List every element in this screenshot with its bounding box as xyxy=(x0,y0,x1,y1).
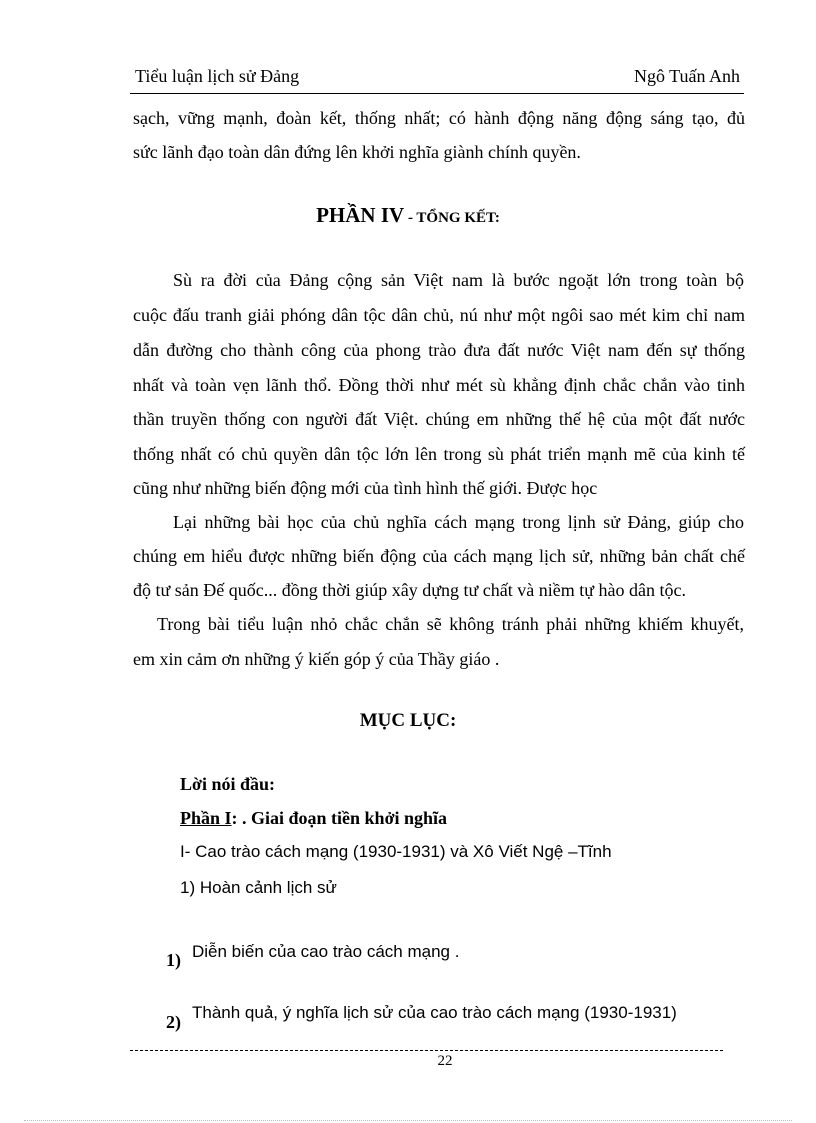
para1-line-6: thống nhất có chủ quyền dân tộc lớn lên trong sù phát triển mạnh mẽ của kinh tế xyxy=(133,444,745,464)
toc-item-3: Thành quả, ý nghĩa lịch sử của cao trào cách mạng (1930-1931) xyxy=(192,1003,677,1022)
intro-line-2: sức lãnh đạo toàn dân đứng lên khởi nghĩa giành chính quyền. xyxy=(133,142,581,162)
footer-rule xyxy=(130,1050,723,1051)
para2-line-2: chúng em hiểu được những biến động của cách mạng lịch sử, những bản chất chế xyxy=(133,546,745,566)
header-rule xyxy=(130,93,744,94)
toc-part1 xyxy=(180,807,447,829)
toc-item-1: 1) Hoàn cảnh lịch sử xyxy=(180,878,337,897)
toc-part1-rest: : . Giai đoạn tiền khởi nghĩa xyxy=(231,808,448,828)
toc-item-2: Diễn biến của cao trào cách mạng . xyxy=(192,942,460,961)
para3-line-1: Trong bài tiểu luận nhỏ chắc chắn sẽ không tránh phải những khiếm khuyết, xyxy=(157,614,744,634)
para1-line-3: dẫn đường cho thành công của phong trào đưa đất nước Việt nam đến sự thống xyxy=(133,340,745,360)
toc-item-I: I- Cao trào cách mạng (1930-1931) và Xô Viết Ngệ –Tĩnh xyxy=(180,842,612,861)
intro-line-1: sạch, vững mạnh, đoàn kết, thống nhất; có hành động năng động sáng tạo, đủ xyxy=(133,108,745,128)
header-author: Ngô Tuấn Anh xyxy=(633,66,740,86)
para1-line-1: Sù ra đời của Đảng cộng sản Việt nam là bước ngoặt lớn trong toàn bộ xyxy=(173,270,744,290)
section-heading xyxy=(0,203,816,228)
para2-line-1: Lại những bài học của chủ nghĩa cách mạng trong lịnh sử Đảng, giúp cho xyxy=(173,512,744,532)
page-bottom-border xyxy=(24,1120,792,1121)
toc-part1-label: Phần I xyxy=(180,808,232,828)
toc-preface: Lời nói đầu: xyxy=(180,774,276,794)
toc-item-3-number: 2) xyxy=(166,1012,181,1032)
toc-item-2-number: 1) xyxy=(166,950,181,970)
para1-line-4: nhất và toàn vẹn lãnh thổ. Đồng thời như mét sù khẳng định chắc chắn vào tinh xyxy=(133,375,745,395)
para2-line-3: độ tư sản Đế quốc... đồng thời giúp xây dựng tư chất và niềm tự hào dân tộc. xyxy=(133,580,686,600)
page-number: 22 xyxy=(437,1053,453,1069)
header-title: Tiểu luận lịch sử Đảng xyxy=(135,66,300,86)
para1-line-2: cuộc đấu tranh giải phóng dân tộc dân chủ, nú như một ngôi sao mét kim chỉ nam xyxy=(133,305,745,325)
section-title-sub: - TỔNG KẾT: xyxy=(407,210,500,226)
toc-title: MỤC LỤC: xyxy=(359,710,457,731)
para3-line-2: em xin cảm ơn những ý kiến góp ý của Thầy giáo . xyxy=(133,649,500,669)
section-title-main: PHẦN IV xyxy=(316,203,405,227)
para1-line-5: thần truyền thống con người đất Việt. chúng em những thế hệ của một đất nước xyxy=(133,409,745,429)
para1-line-7: cũng như những biến động mới của tình hình thế giới. Được học xyxy=(133,478,598,498)
